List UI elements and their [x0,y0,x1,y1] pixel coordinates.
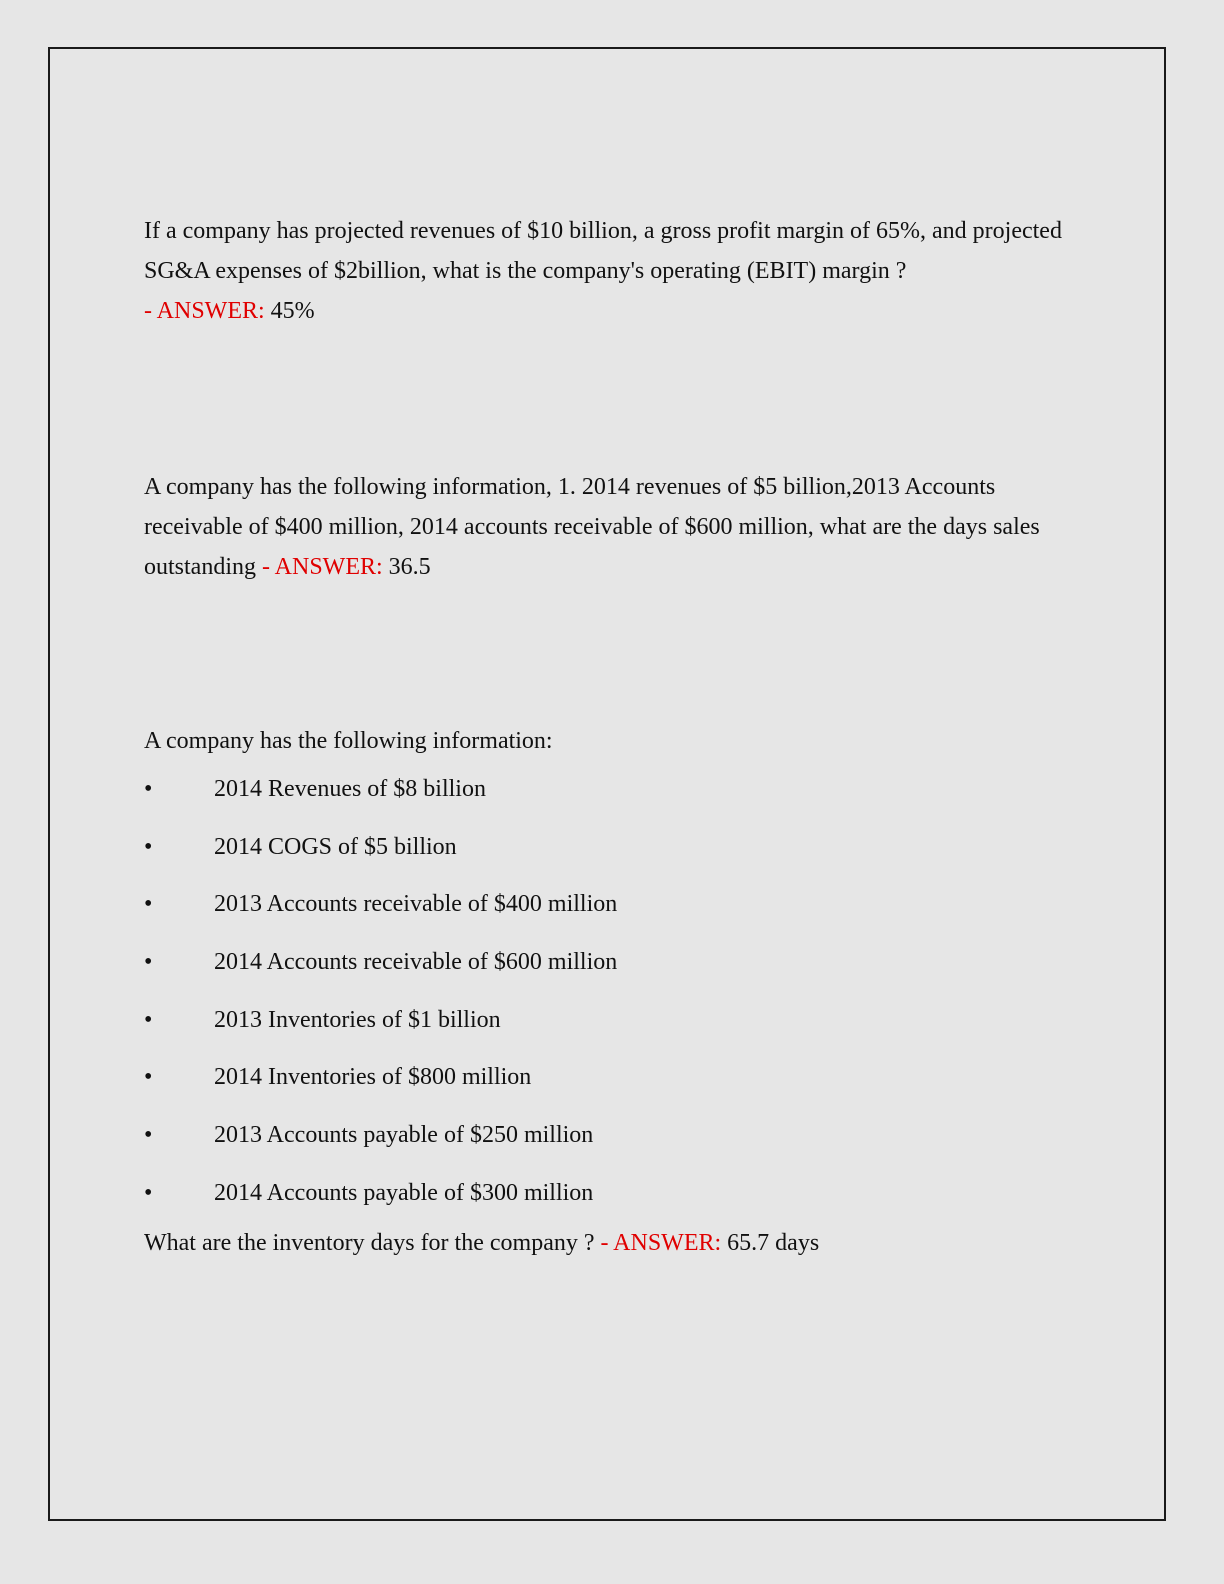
qa-block-1 [144,211,1084,331]
intro-text: A company has the following information: [144,728,553,754]
bullet-icon: • [144,1122,153,1149]
bullet-icon: • [144,1064,153,1091]
list-item-text: 2014 Accounts receivable of $600 million [214,949,618,976]
bullet-icon: • [144,776,153,802]
list-item-text: 2014 Revenues of $8 billion [214,776,486,802]
list-item [144,819,1084,877]
answer-label: - ANSWER: [600,1229,722,1256]
list-item [144,876,1084,934]
list-item [144,1049,1084,1107]
bullet-icon: • [144,891,153,918]
qa-block-3 [144,721,1084,1263]
list-item [144,1165,1084,1223]
question-text: If a company has projected revenues of $10 billion, a gross profit margin of 65%, and projected SG&A expenses of $2billion, what is the company's operating (EBIT) margin ? [144,218,1062,284]
list-item [144,934,1084,992]
bullet-icon: • [144,1006,153,1033]
list-item-text: 2013 Accounts payable of $250 million [214,1122,594,1149]
list-item [144,1107,1084,1165]
list-item-text: 2014 Inventories of $800 million [214,1064,532,1091]
list-item-text: 2013 Accounts receivable of $400 million [214,891,618,918]
question-text: What are the inventory days for the company ? [144,1229,595,1256]
closing-question [144,1223,1084,1263]
bullet-icon: • [144,833,153,860]
bullet-icon: • [144,949,153,976]
question-text: A company has the following information, 1. 2014 revenues of $5 billion,2013 Accounts receivable of $400 million, 2014 accounts receivable of $600 million, what are the days sales outstanding [144,474,1040,580]
answer-value: 36.5 [388,554,431,580]
list-item-text: 2013 Inventories of $1 billion [214,1006,501,1033]
list-item-text: 2014 COGS of $5 billion [214,833,457,860]
list-item-text: 2014 Accounts payable of $300 million [214,1179,594,1206]
bullet-icon: • [144,1179,153,1206]
answer-value: 45% [270,298,315,324]
answer-label: - ANSWER: [262,554,383,580]
answer-value: 65.7 days [727,1229,820,1256]
info-list [144,761,1084,1223]
answer-label: - ANSWER: [144,298,265,324]
list-item [144,992,1084,1050]
list-item [144,761,1084,819]
qa-block-2 [144,467,1084,587]
